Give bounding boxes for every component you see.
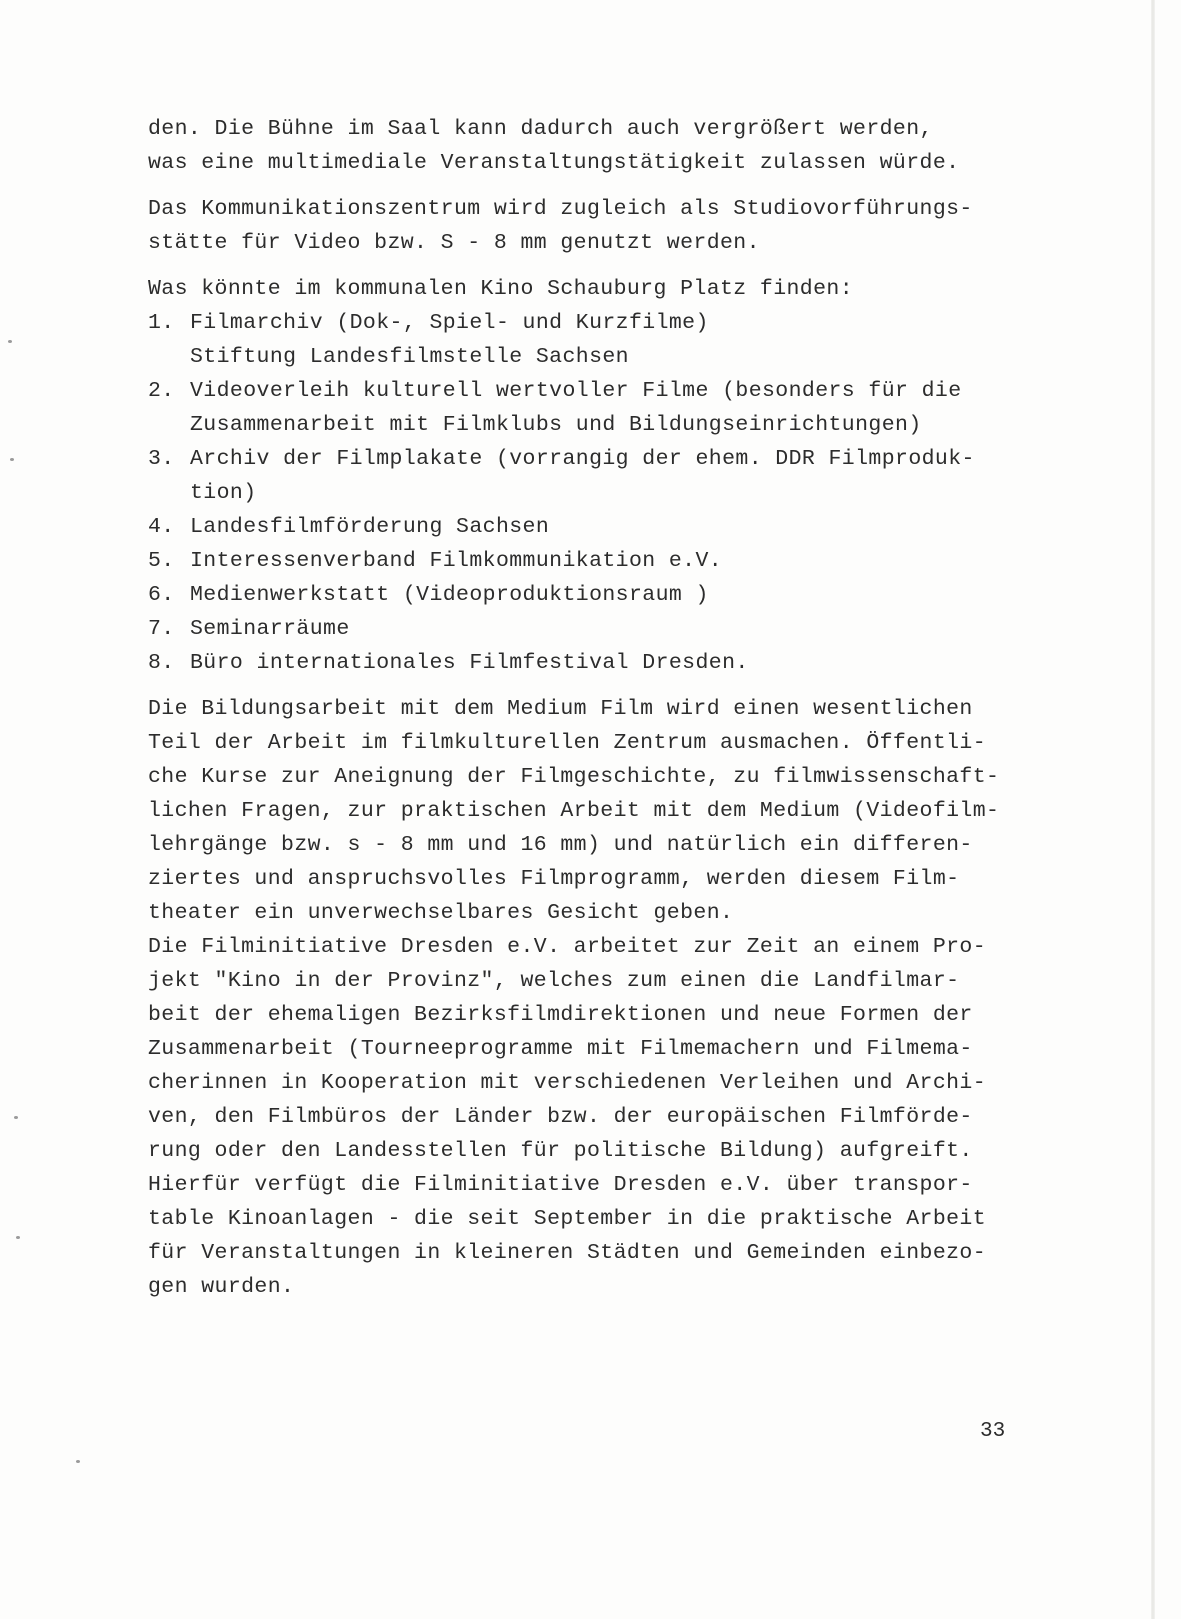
text-line: lichen Fragen, zur praktischen Arbeit mit dem Medium (Videofilm- xyxy=(148,799,1000,823)
text-line: Hierfür verfügt die Filminitiative Dresden e.V. über transpor- xyxy=(148,1173,973,1197)
list-item-continuation: Zusammenarbeit mit Filmklubs und Bildungseinrichtungen) xyxy=(190,413,922,437)
scan-speck xyxy=(76,1460,80,1463)
list-item: 7. Seminarräume xyxy=(148,617,350,641)
text-line: ven, den Filmbüros der Länder bzw. der europäischen Filmförde- xyxy=(148,1105,973,1129)
body-text xyxy=(148,112,1068,1304)
list-item: 8. Büro internationales Filmfestival Dresden. xyxy=(148,651,749,675)
paragraph-stage xyxy=(148,112,1068,180)
text-line: jekt "Kino in der Provinz", welches zum einen die Landfilmar- xyxy=(148,969,960,993)
list-item: 5. Interessenverband Filmkommunikation e.V. xyxy=(148,549,723,573)
scan-speck xyxy=(10,458,14,461)
text-line: den. Die Bühne im Saal kann dadurch auch vergrößert werden, xyxy=(148,117,933,141)
scan-speck xyxy=(16,1236,20,1239)
text-line: was eine multimediale Veranstaltungstätigkeit zulassen würde. xyxy=(148,151,960,175)
page-number: 33 xyxy=(980,1420,1006,1443)
text-line: ziertes und anspruchsvolles Filmprogramm, werden diesem Film- xyxy=(148,867,960,891)
text-line: Das Kommunikationszentrum wird zugleich als Studiovorführungs- xyxy=(148,197,973,221)
scan-speck xyxy=(14,1116,18,1119)
paragraph-communication-center xyxy=(148,192,1068,260)
text-line: cherinnen in Kooperation mit verschiedenen Verleihen und Archi- xyxy=(148,1071,987,1095)
text-line: beit der ehemaligen Bezirksfilmdirektionen und neue Formen der xyxy=(148,1003,973,1027)
list-item-continuation: tion) xyxy=(190,481,257,505)
paragraph-filminitiative xyxy=(148,930,1068,1304)
list-item: 6. Medienwerkstatt (Videoproduktionsraum ) xyxy=(148,583,709,607)
text-line: Die Bildungsarbeit mit dem Medium Film wird einen wesentlichen xyxy=(148,697,973,721)
list-item-continuation: Stiftung Landesfilmstelle Sachsen xyxy=(190,345,629,369)
text-line: rung oder den Landesstellen für politische Bildung) aufgreift. xyxy=(148,1139,973,1163)
list-item: 2. Videoverleih kulturell wertvoller Filme (besonders für die xyxy=(148,379,962,403)
text-line: Teil der Arbeit im filmkulturellen Zentrum ausmachen. Öffentli- xyxy=(148,731,987,755)
paragraph-education xyxy=(148,692,1068,930)
text-line: stätte für Video bzw. S - 8 mm genutzt werden. xyxy=(148,231,760,255)
text-line: Die Filminitiative Dresden e.V. arbeitet zur Zeit an einem Pro- xyxy=(148,935,987,959)
text-line: table Kinoanlagen - die seit September in die praktische Arbeit xyxy=(148,1207,987,1231)
page-edge-shadow xyxy=(1151,0,1155,1619)
list-item: 3. Archiv der Filmplakate (vorrangig der ehem. DDR Filmproduk- xyxy=(148,447,975,471)
text-line: che Kurse zur Aneignung der Filmgeschichte, zu filmwissenschaft- xyxy=(148,765,1000,789)
list-intro: Was könnte im kommunalen Kino Schauburg Platz finden: xyxy=(148,277,854,301)
numbered-list xyxy=(148,306,1068,680)
text-line: Zusammenarbeit (Tourneeprogramme mit Filmemachern und Filmema- xyxy=(148,1037,973,1061)
list-item: 4. Landesfilmförderung Sachsen xyxy=(148,515,550,539)
text-line: lehrgänge bzw. s - 8 mm und 16 mm) und natürlich ein differen- xyxy=(148,833,973,857)
scan-speck xyxy=(8,340,12,343)
text-line: theater ein unverwechselbares Gesicht geben. xyxy=(148,901,734,925)
list-item: 1. Filmarchiv (Dok-, Spiel- und Kurzfilme) xyxy=(148,311,709,335)
text-line: für Veranstaltungen in kleineren Städten und Gemeinden einbezo- xyxy=(148,1241,987,1265)
text-line: gen wurden. xyxy=(148,1275,295,1299)
